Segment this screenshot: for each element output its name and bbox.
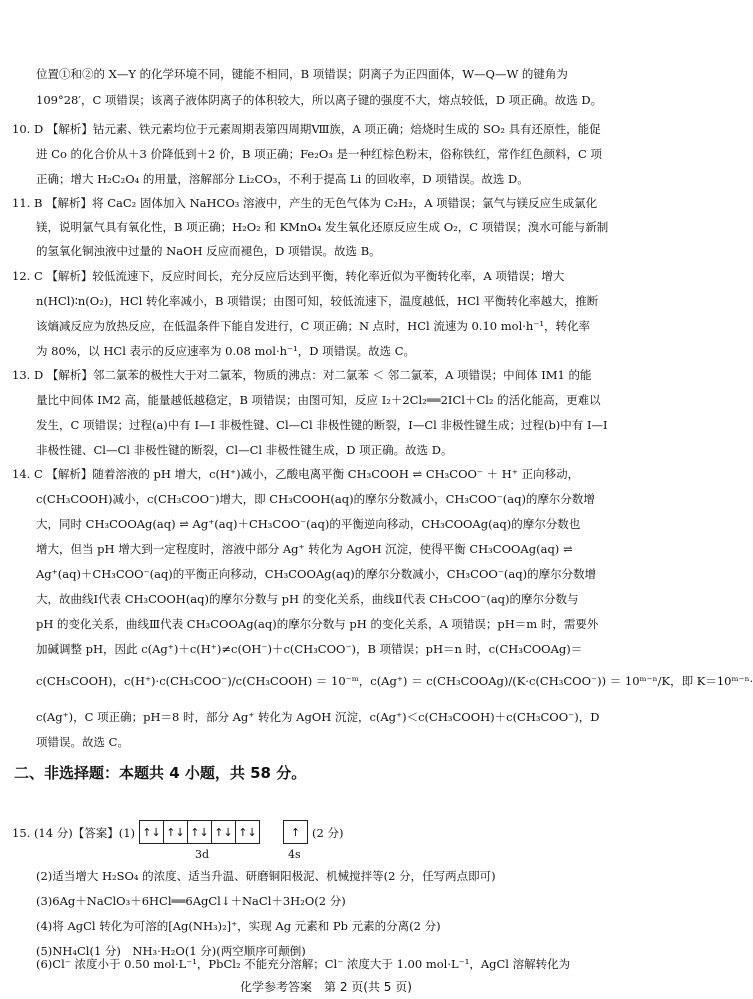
text-line: 该熵减反应为放热反应，在低温条件下能自发进行，C 项正确；N 点时，HCl 流速为 0.10 mol·h⁻¹，转化率 xyxy=(36,319,590,333)
text-line: 大，同时 CH₃COOAg(aq) ⇌ Ag⁺(aq)＋CH₃COO⁻(aq)的平衡逆向移动，CH₃COOAg(aq)的摩尔分数也 xyxy=(36,517,581,531)
section-title: 二、非选择题：本题共 4 小题，共 58 分。 xyxy=(14,764,307,782)
orbital-box: ↑↓ xyxy=(139,820,164,844)
orbital-box: ↑↓ xyxy=(235,820,260,844)
text-line: 14. C 【解析】随着溶液的 pH 增大，c(H⁺)减小，乙酸电离平衡 CH₃COOH ⇌ CH₃COO⁻ ＋ H⁺ 正向移动， xyxy=(12,467,580,481)
text-line: 13. D 【解析】邻二氯苯的极性大于对二氯苯，物质的沸点：对二氯苯 ＜ 邻二氯苯，A 项错误；中间体 IM1 的能 xyxy=(12,368,592,382)
text-line: n(HCl)∶n(O₂)，HCl 转化率减小，B 项错误；由图可知，较低流速下，温度越低，HCl 平衡转化率越大，推断 xyxy=(36,294,599,308)
text-line: 10. D 【解析】钴元素、铁元素均位于元素周期表第四周期Ⅷ族，A 项正确；焙烧时生成的 SO₂ 具有还原性，能促 xyxy=(12,122,601,136)
text-line: 增大，但当 pH 增大到一定程度时，溶液中部分 Ag⁺ 转化为 AgOH 沉淀，使得平衡 CH₃COOAg(aq) ⇌ xyxy=(36,542,573,556)
orbital-box: ↑ xyxy=(283,820,308,844)
orbital-4s-label: 4s xyxy=(288,848,301,861)
answer-line: (3)6Ag＋NaClO₃＋6HCl══6AgCl↓＋NaCl＋3H₂O(2 分) xyxy=(36,894,346,908)
text-line: 非极性键、Cl—Cl 非极性键的断裂，Cl—Cl 非极性键生成，D 项正确。故选 D。 xyxy=(36,443,453,457)
text-line: pH 的变化关系，曲线Ⅲ代表 CH₃COOAg(aq)的摩尔分数与 pH 的变化关系，A 项错误；pH＝m 时，需要外 xyxy=(36,617,599,631)
text-line: 为 80%，以 HCl 表示的反应速率为 0.08 mol·h⁻¹，D 项错误。故选 C。 xyxy=(36,344,416,358)
answer-line: (2)适当增大 H₂SO₄ 的浓度、适当升温、研磨铜阳极泥、机械搅拌等(2 分，任写两点即可) xyxy=(36,869,496,883)
answer-line: (6)Cl⁻ 浓度小于 0.50 mol·L⁻¹，PbCl₂ 不能充分溶解；Cl⁻ 浓度大于 1.00 mol·L⁻¹，AgCl 溶解转化为 xyxy=(36,957,571,971)
text-line: Ag⁺(aq)＋CH₃COO⁻(aq)的平衡正向移动，CH₃COOAg(aq)的摩尔分数减小，CH₃COO⁻(aq)的摩尔分数增 xyxy=(36,567,597,581)
orbital-box: ↑↓ xyxy=(211,820,236,844)
text-line: c(Ag⁺)，C 项正确；pH＝8 时，部分 Ag⁺ 转化为 AgOH 沉淀，c(Ag⁺)＜c(CH₃COOH)＋c(CH₃COO⁻)，D xyxy=(36,710,600,724)
page-footer: 化学参考答案 第 2 页(共 5 页) xyxy=(240,980,412,994)
orbital-box: ↑↓ xyxy=(187,820,212,844)
text-line: 12. C 【解析】较低流速下，反应时间长，充分反应后达到平衡，转化率近似为平衡转化率，A 项错误；增大 xyxy=(12,269,565,283)
orbital-3d-boxes xyxy=(140,820,260,844)
text-line: 的氢氧化铜浊液中过量的 NaOH 反应而褪色，D 项错误。故选 B。 xyxy=(36,244,381,258)
score-label: (2 分) xyxy=(312,826,344,840)
text-line: 位置①和②的 X—Y 的化学环境不同，键能不相同，B 项错误；阴离子为正四面体，W—Q—W 的键角为 xyxy=(36,67,568,81)
text-line: 量比中间体 IM2 高，能量越低越稳定，B 项错误；由图可知，反应 I₂＋2Cl₂══2ICl＋Cl₂ 的活化能高，更难以 xyxy=(36,393,601,407)
orbital-3d-label: 3d xyxy=(195,848,210,861)
text-line: c(CH₃COOH)减小，c(CH₃COO⁻)增大，即 CH₃COOH(aq)的摩尔分数减小，CH₃COO⁻(aq)的摩尔分数增 xyxy=(36,492,595,506)
text-line: 大，故曲线Ⅰ代表 CH₃COOH(aq)的摩尔分数与 pH 的变化关系，曲线Ⅱ代表 CH₃COO⁻(aq)的摩尔分数与 xyxy=(36,592,579,606)
orbital-box: ↑↓ xyxy=(163,820,188,844)
text-line: 加碱调整 pH，因此 c(Ag⁺)＋c(H⁺)≠c(OH⁻)＋c(CH₃COO⁻)，B 项错误；pH＝n 时，c(CH₃COOAg)＝ xyxy=(36,642,583,656)
question-15-prefix: 15. (14 分)【答案】(1) xyxy=(12,826,135,840)
orbital-4s-boxes xyxy=(284,820,308,844)
text-line: 发生，C 项错误；过程(a)中有 I—I 非极性键、Cl—Cl 非极性键的断裂，I—Cl 非极性键生成；过程(b)中有 I—I xyxy=(36,418,608,432)
orbital-answer-row xyxy=(12,817,612,861)
text-line: 11. B 【解析】将 CaC₂ 固体加入 NaHCO₃ 溶液中，产生的无色气体为 C₂H₂，A 项错误；氯气与镁反应生成氯化 xyxy=(12,196,598,210)
text-line: 项错误。故选 C。 xyxy=(36,735,129,749)
answer-line: (4)将 AgCl 转化为可溶的[Ag(NH₃)₂]⁺，实现 Ag 元素和 Pb 元素的分离(2 分) xyxy=(36,919,441,933)
text-line: 正确；增大 H₂C₂O₄ 的用量，溶解部分 Li₂CO₃，不利于提高 Li 的回收率，D 项错误。故选 D。 xyxy=(36,172,529,186)
text-line: c(CH₃COOH)，c(H⁺)·c(CH₃COO⁻)/c(CH₃COOH) ＝ 10⁻ᵐ，c(Ag⁺) ＝ c(CH₃COOAg)/(K·c(CH₃COO⁻)) ＝ 10ᵐ⁻ⁿ/K，即 K＝10ᵐ⁻ⁿ· xyxy=(36,674,753,688)
answer-line: (5)NH₄Cl(1 分) NH₃·H₂O(1 分)(两空顺序可颠倒) xyxy=(36,944,306,958)
text-line: 镁，说明氯气具有氧化性，B 项正确；H₂O₂ 和 KMnO₄ 发生氧化还原反应生成 O₂，C 项错误；溴水可能与新制 xyxy=(36,220,609,234)
text-line: 109°28′，C 项错误；该离子液体阴离子的体积较大，所以离子键的强度不大，熔点较低，D 项正确。故选 D。 xyxy=(36,93,603,107)
text-line: 进 Co 的化合价从＋3 价降低到＋2 价，B 项正确；Fe₂O₃ 是一种红棕色粉末，俗称铁红，常作红色颜料，C 项 xyxy=(36,147,602,161)
